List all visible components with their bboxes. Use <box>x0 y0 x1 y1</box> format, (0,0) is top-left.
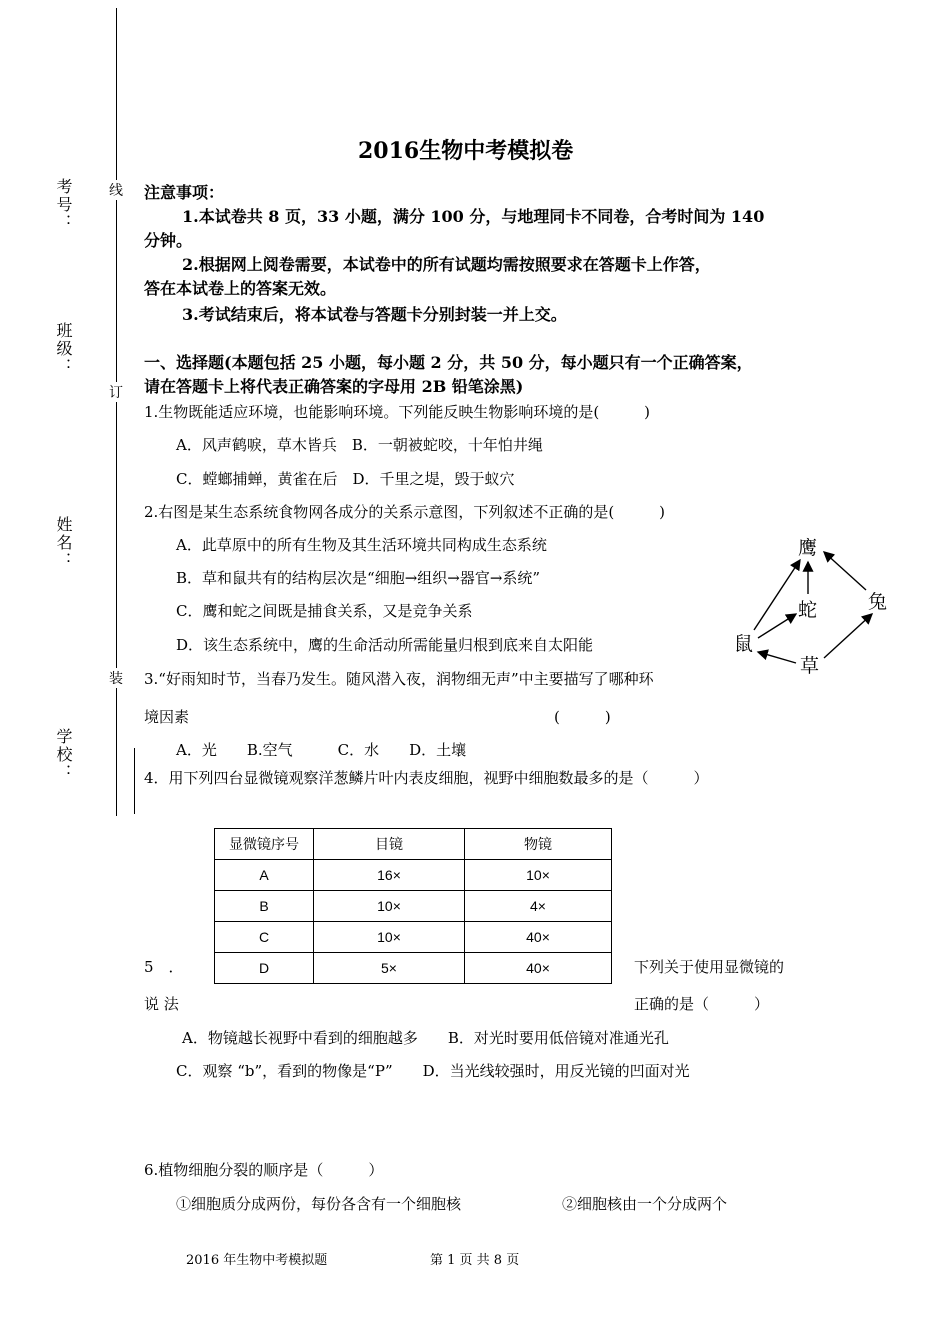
node-rabbit: 兔 <box>868 591 888 613</box>
q3-answer-blank: ( ) <box>554 708 611 726</box>
notice-item-2: 2.根据网上阅卷需要，本试卷中的所有试题均需按照要求在答题卡上作答， <box>182 255 711 274</box>
table-cell: 40× <box>465 953 612 984</box>
arrow-grass-rabbit <box>824 614 872 658</box>
q4-stem: 4．用下列四台显微镜观察洋葱鳞片叶内表皮细胞，视野中细胞数最多的是（ ） <box>144 769 709 787</box>
exam-number-label: 考号： <box>54 178 73 232</box>
table-row <box>215 860 612 891</box>
q1-options-ab: A．风声鹤唳，草木皆兵 B．一朝被蛇咬，十年怕井绳 <box>176 436 543 454</box>
microscope-table <box>214 828 612 984</box>
binding-char-ding: 订 <box>109 382 123 402</box>
school-label: 学校： <box>54 728 73 782</box>
q1-options-cd: C．螳螂捕蝉，黄雀在后 D．千里之堤，毁于蚁穴 <box>176 470 515 488</box>
notice-heading: 注意事项： <box>144 183 225 202</box>
q6-stem: 6.植物细胞分裂的顺序是（ ） <box>144 1161 384 1179</box>
q2-stem: 2.右图是某生态系统食物网各成分的关系示意图，下列叙述不正确的是( ) <box>144 503 666 521</box>
food-web-diagram <box>720 530 900 680</box>
header-cell: 显微镜序号 <box>215 829 314 860</box>
node-eagle: 鹰 <box>798 537 818 559</box>
table-cell: 10× <box>314 922 465 953</box>
header-cell: 目镜 <box>314 829 465 860</box>
q5-stem-left: 说 法 <box>144 995 179 1013</box>
table-row <box>215 953 612 984</box>
table-cell: 4× <box>465 891 612 922</box>
header-cell: 物镜 <box>465 829 612 860</box>
name-label: 姓名： <box>54 516 73 570</box>
binding-line <box>116 8 117 816</box>
q6-item-1: ①细胞质分成两份，每份各含有一个细胞核 <box>176 1195 462 1213</box>
table-cell: 10× <box>465 860 612 891</box>
section-instruction: 请在答题卡上将代表正确答案的字母用 2B 铅笔涂黑) <box>144 377 524 396</box>
section-heading: 一、选择题(本题包括 25 小题，每小题 2 分，共 50 分，每小题只有一个正确答案， <box>144 353 753 372</box>
q2-option-c: C．鹰和蛇之间既是捕食关系，又是竞争关系 <box>176 602 473 620</box>
q1-stem: 1.生物既能适应环境，也能影响环境。下列能反映生物影响环境的是( ) <box>144 403 651 421</box>
notice-item-1-cont: 分钟。 <box>144 231 193 250</box>
q3-stem: 3.“好雨知时节，当春乃发生。随风潜入夜，润物细无声”中主要描写了哪种环 <box>144 670 654 688</box>
footer-page-number: 第 1 页 共 8 页 <box>430 1253 520 1268</box>
q5-stem-right: 下列关于使用显微镜的 <box>634 958 785 976</box>
q5-number: 5 ． <box>144 958 184 976</box>
arrow-mouse-eagle <box>754 560 800 630</box>
node-snake: 蛇 <box>798 599 818 621</box>
q5-options-ab: A．物镜越长视野中看到的细胞越多 B．对光时要用低倍镜对准通光孔 <box>182 1029 669 1047</box>
notice-item-2-cont: 答在本试卷上的答案无效。 <box>144 279 337 298</box>
table-row <box>215 891 612 922</box>
table-row <box>215 922 612 953</box>
node-mouse: 鼠 <box>734 633 754 655</box>
arrow-rabbit-eagle <box>824 552 866 590</box>
q2-option-a: A．此草原中的所有生物及其生活环境共同构成生态系统 <box>176 536 547 554</box>
table-cell: A <box>215 860 314 891</box>
q5-options-cd: C．观察 “b”，看到的物像是“P” D．当光线较强时，用反光镜的凹面对光 <box>176 1062 690 1080</box>
table-cell: C <box>215 922 314 953</box>
table-cell: B <box>215 891 314 922</box>
class-label: 班级： <box>54 322 73 376</box>
q5-stem-right-2: 正确的是（ ） <box>634 995 770 1013</box>
notice-item-1: 1.本试卷共 8 页，33 小题，满分 100 分，与地理同卡不同卷，合考时间为 140 <box>182 207 765 226</box>
binding-char-xian: 线 <box>109 180 123 200</box>
q3-options: A．光 B.空气 C．水 D．土壤 <box>176 741 467 759</box>
notice-item-3: 3.考试结束后，将本试卷与答题卡分别封装一并上交。 <box>182 305 567 324</box>
table-cell: D <box>215 953 314 984</box>
arrow-grass-mouse <box>758 652 796 663</box>
binding-line-short <box>134 748 135 814</box>
q2-option-b: B．草和鼠共有的结构层次是“细胞→组织→器官→系统” <box>176 569 541 587</box>
table-cell: 16× <box>314 860 465 891</box>
footer-title: 2016 年生物中考模拟题 <box>186 1253 328 1268</box>
binding-char-zhuang: 装 <box>109 668 123 688</box>
table-cell: 5× <box>314 953 465 984</box>
q3-stem-cont: 境因素 <box>144 708 190 726</box>
node-grass: 草 <box>800 655 820 677</box>
table-cell: 10× <box>314 891 465 922</box>
page-title: 2016生物中考模拟卷 <box>358 138 574 164</box>
table-cell: 40× <box>465 922 612 953</box>
q6-item-2: ②细胞核由一个分成两个 <box>562 1195 728 1213</box>
table-header-row <box>215 829 612 860</box>
q2-option-d: D．该生态系统中，鹰的生命活动所需能量归根到底来自太阳能 <box>176 636 594 654</box>
arrow-mouse-snake <box>758 614 796 638</box>
